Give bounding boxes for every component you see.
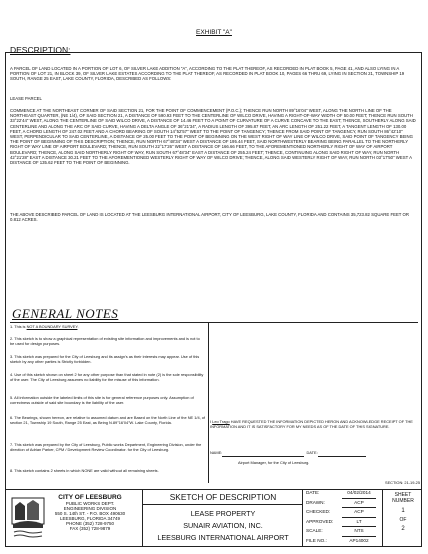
note-2: 2. This sketch is to show a graphical representation of existing site information and improvements and is not to be used for design purposes. xyxy=(10,336,200,346)
field-scale: SCALE: NTS xyxy=(306,527,382,537)
note-7: 7. This sketch was prepared by the City of Leesburg, Public works Department, Engineering Division, under the direction of Adrian Parker, CPM / Development Review Coordinator. for the City of Leesburg. xyxy=(10,442,202,452)
signer-role: Airport Manager, for the City of Leesburg. xyxy=(238,460,310,465)
description-intro: A PARCEL OF LAND LOCATED IN A PORTION OF LOT 6, OF SILVER LAKE ADDITION "A", ACCORDING TO THE PLAT THEREOF, AS RECORDED IN PLAT BOOK 5, PAGE 41, AND ALSO LYING IN A PORTION OF LOT 21, IN BLOCK 39, OF SILVER LAKE ESTATES ACCORDING TO THE PLAT THEREOF, AS RECORDED IN PLAT BOOK 10, PAGES 66 THRU 69, LYING IN SECTION 21, TOWNSHIP 19 SOUTH, RANGE 25 EAST, LAKE COUNTY, FLORIDA, DESCRIBED AS FOLLOWS: xyxy=(10,66,405,82)
note-6: 6. The Bearings, shown hereon, are relative to assumed datum and are Based on the North Line of the NE 1/4, of section 21, Township 19 South, Range 25 East, as Being N.89°16'04"W. Lake County, Florida. xyxy=(10,415,206,425)
title-line-1: LEASE PROPERTY xyxy=(190,509,256,518)
field-file-no: FILE NO.: AP14002 xyxy=(306,537,382,547)
signature-row: NAME: DATE: xyxy=(210,451,420,457)
note-8: 8. This sketch contains 2 sheets in which NONE are valid without all remaining sheets. xyxy=(10,468,159,473)
description-heading: DESCRIPTION: xyxy=(10,45,71,55)
legal-description-body: COMMENCE AT THE NORTHEAST CORNER OF SAID SECTION 21, FOR THE POINT OF COMMENCEMENT (P.O.C.); THENCE RUN NORTH 89°16'04" WEST, ALONG THE NORTH LINE OF THE NORTHEAST QUARTER, (NE 1/4), OF SAID SECTION 21, A DISTANCE OF 590.93 FEET TO THE CENTERLINE OF WILCO DRIVE, HAVING A RIGHT-OF-WAY WIDTH OF 50.00 FEET; THENCE RUN SOUTH 33°22'44" WEST, ALONG THE CENTERLINE OF SAID WILCO DRIVE, A DISTANCE OF 14.46 FEET TO A POINT OF CURVATURE OF A CURVE CONCAVE TO THE EAST; THENCE, SOUTHERLY ALONG SAID CENTERLINE AND ALONG THE ARC OF SAID CURVE, HAVING A DELTA ANGLE OF 36°21'34", A RADIUS LENGTH OF 395.87 FEET, AN ARC LENGTH OF 251.22 FEET, A TANGENT LENGTH OF 130.00 FEET, A CHORD LENGTH OF 247.02 FEET AND A CHORD BEARING OF SOUTH 14°52'57" WEST TO THE POINT OF TANGENCY; THENCE FROM SAID POINT OF TANGENCY, RUN SOUTH 86°42'10" WEST, PERPENDICULAR TO SAID CENTERLINE, A DISTANCE OF 25.00 FEET TO THE POINT OF BEGINNING ON THE WEST RIGHT OF WAY LINE OF WILCO DRIVE, SAID POINT OF TANGENCY BEING THE POINT OF BEGINNING OF THIS DESCRIPTION; THENCE, RUN NORTH 67°48'34" WEST A DISTANCE OF 195.44 FEET, SAID NORTHWESTERLY BEARING BEING PARALLEL TO THE NORTHERLY RIGHT OF WAY LINE OF AIRPORT BOULEVARD; THENCE, RUN SOUTH 22°17'26" WEST A DISTANCE OF 166.66 FEET, TO THE AFOREMENTIONED NORTHERLY RIGHT OF WAY OF AIRPORT BOULEVARD; THENCE, ALONG SAID NORTHERLY RIGHT OF WAY, RUN SOUTH 67°48'34" EAST A DISTANCE OF 255.24 FEET; THENCE, CONTINUING ALONG SAID RIGHT OF WAY, RUN NORTH 42°21'28" EAST A DISTANCE 30.21 FEET TO THE AFOREMENTIONED WESTERLY RIGHT OF WAY OF WILCO DRIVE; THENCE, ALONG SAID WESTERLY RIGHT OF WAY, RUN NORTH 03°17'50" WEST A DISTANCE OF 135.62 FEET TO THE POINT OF BEGINNING. xyxy=(10,108,416,166)
title-fields xyxy=(302,489,382,547)
section-reference: SECTION: 21-19-25 xyxy=(384,480,420,485)
dept-name: PUBLIC WORKS DEPT. xyxy=(65,501,115,506)
sheet-total: 2 xyxy=(401,526,405,532)
field-approved: APPROVED: LT xyxy=(306,518,382,528)
notes-column-divider xyxy=(208,323,209,483)
parcel-summary: THE ABOVE DESCRIBED PARCEL OF LAND IS LOCATED AT THE LEESBURG INTERNATIONAL AIRPORT, CITY OF LEESBURG, LAKE COUNTY, FLORIDA AND CONTAINS 35,723.82 SQUARE FEET OR 0.812 ACRES. xyxy=(10,212,409,223)
field-date: DATE: 04/02/2014 xyxy=(306,489,382,499)
title-line-2: SUNAIR AVIATION, INC. xyxy=(183,521,263,530)
note-3: 3. This sketch was prepared for the City of Leesburg and its assign's as their interests may appear. Use of this sketch by any other parties is Strictly forbidden. xyxy=(10,354,200,364)
city-name: CITY OF LEESBURG xyxy=(58,494,122,501)
number-label: NUMBER xyxy=(392,498,414,504)
note-5: 5. All information outside the labeled limits of this site is for general reference purposes only. Assumption of correctness outside of said site boundary is the liability of the user. xyxy=(10,395,194,405)
field-drawn: DRAWN: ACP xyxy=(306,499,382,509)
of-label: OF xyxy=(399,517,407,523)
general-notes-heading: GENERAL NOTES xyxy=(12,306,119,321)
sheet-label: SHEET xyxy=(394,492,412,498)
address-line-2: LEESBURG, FLORIDA 34749 xyxy=(59,516,121,521)
sheet-number-cell xyxy=(382,489,423,547)
sheet-number: 1 xyxy=(401,508,405,514)
agency-info xyxy=(48,494,132,531)
fax: FAX (352) 728-9879 xyxy=(69,526,111,531)
lease-parcel-label: LEASE PARCEL xyxy=(10,96,42,101)
note-4: 4. Use of this sketch shown on sheet 2 for any other purpose than that stated in note (2) is the sole responsibility of the user. The City of Leesburg assumes no liability for the misuse of this information. xyxy=(10,372,204,382)
division-name: ENGINEERING DIVISION xyxy=(63,506,117,511)
city-logo-icon xyxy=(10,494,46,542)
sketch-title: SKETCH OF DESCRIPTION xyxy=(143,489,303,505)
note-1: 1. This is NOT A BOUNDARY SURVEY. xyxy=(10,324,79,329)
title-center-cell xyxy=(142,489,303,547)
phone: PHONE (352) 728-9750 xyxy=(65,521,115,526)
acknowledgement-text: I Leo Trago HAVE REQUESTED THE INFORMATION DEPICTED HERON AND ACKNOWLEDGE RECEIPT OF THE INFORMATION AND IT IS SATISFACTORY FOR MY NEEDS AS OF THE DATE OF THIS SIGNATURE. xyxy=(210,419,413,429)
field-checked: CHECKED: ACP xyxy=(306,508,382,518)
notes-divider xyxy=(10,322,418,323)
exhibit-label: EXHIBIT "A" xyxy=(196,29,232,36)
title-line-3: LEESBURG INTERNATIONAL AIRPORT xyxy=(157,533,289,542)
address-line-1: 550 S. 14th ST. - P.O. BOX 490630 xyxy=(54,511,126,516)
